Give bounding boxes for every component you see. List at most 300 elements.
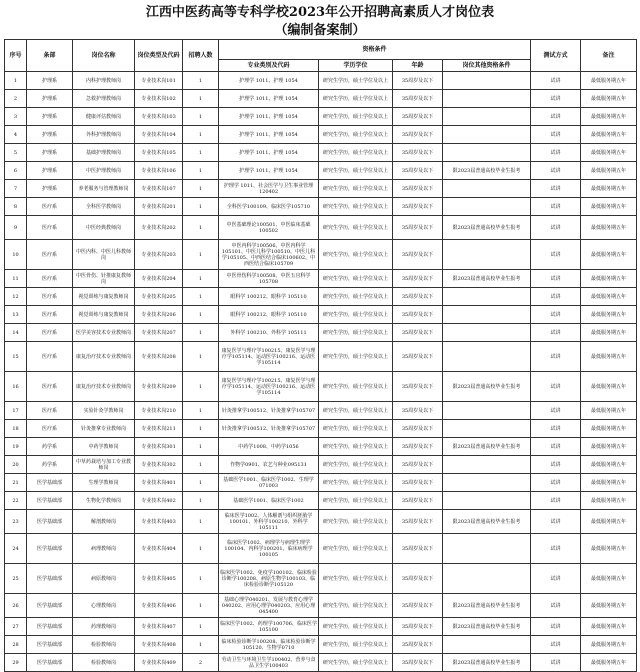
table-row	[5, 534, 637, 564]
cell-seq: 8	[5, 198, 27, 216]
cell-dept: 医学基础部	[27, 654, 73, 672]
cell-remark: 最低服务期五年	[581, 90, 637, 108]
cell-post-name: 中医经典教师岗	[73, 216, 135, 240]
cell-num: 1	[183, 198, 219, 216]
cell-edu: 研究生学历，硕士学位及以上	[319, 402, 393, 420]
cell-seq: 18	[5, 420, 27, 438]
header-seq: 序号	[5, 40, 27, 72]
cell-test: 试讲	[531, 456, 581, 474]
cell-post-name: 视觉训练与康复教师岗	[73, 306, 135, 324]
cell-other	[443, 324, 531, 342]
cell-test: 试讲	[531, 402, 581, 420]
cell-seq: 21	[5, 474, 27, 492]
cell-age: 35周岁及以下	[393, 198, 443, 216]
cell-test: 试讲	[531, 564, 581, 594]
cell-dept: 药学系	[27, 456, 73, 474]
cell-seq: 2	[5, 90, 27, 108]
cell-major: 基础心理学040201、发展与教育心理学040202、应用心理学040203、应用心理045400	[219, 594, 319, 618]
cell-edu: 研究生学历，硕士学位及以上	[319, 564, 393, 594]
cell-major: 康复医学与理疗学100215、康复医学与理疗学105114、运动医学100216、运动医学105114	[219, 342, 319, 372]
cell-major: 中药学1008、中药学1056	[219, 438, 319, 456]
cell-major: 护理学 1011、护理 1054	[219, 90, 319, 108]
cell-age: 35周岁及以下	[393, 654, 443, 672]
cell-other	[443, 288, 531, 306]
cell-post-name: 中药学教师岗	[73, 438, 135, 456]
cell-remark: 最低服务期五年	[581, 126, 637, 144]
cell-post-name: 心理教师岗	[73, 594, 135, 618]
cell-remark: 最低服务期五年	[581, 438, 637, 456]
cell-test: 试讲	[531, 144, 581, 162]
cell-post-code: 专业技术岗211	[135, 420, 183, 438]
cell-other	[443, 534, 531, 564]
cell-post-name: 针灸推拿专业教师岗	[73, 420, 135, 438]
cell-major: 外科学 100210、外科学 105111	[219, 324, 319, 342]
cell-major: 眼科学 100212、眼科学 105110	[219, 288, 319, 306]
table-row	[5, 420, 637, 438]
cell-edu: 研究生学历，硕士学位及以上	[319, 240, 393, 270]
cell-edu: 研究生学历，硕士学位及以上	[319, 456, 393, 474]
cell-dept: 医疗系	[27, 198, 73, 216]
cell-post-name: 外科护理教师岗	[73, 126, 135, 144]
cell-major: 临床医学1002、免疫学100102、临床检验诊断学100208、病原生物学100103、临床检验诊断学105120	[219, 564, 319, 594]
header-test: 测试方式	[531, 40, 581, 72]
cell-remark: 最低服务期五年	[581, 654, 637, 672]
cell-age: 35周岁及以下	[393, 456, 443, 474]
cell-dept: 护理系	[27, 90, 73, 108]
cell-num: 1	[183, 636, 219, 654]
header-major: 专业类别及代码	[219, 60, 319, 72]
cell-post-name: 中草药栽培与加工专业教师岗	[73, 456, 135, 474]
cell-test: 试讲	[531, 126, 581, 144]
cell-age: 35周岁及以下	[393, 306, 443, 324]
cell-major: 基础医学1001、临床医学1002	[219, 492, 319, 510]
cell-post-name: 基础护理教师岗	[73, 144, 135, 162]
cell-major: 护理学 1011、护理 1054	[219, 126, 319, 144]
cell-post-code: 专业技术岗103	[135, 108, 183, 126]
cell-post-name: 健康评估教师岗	[73, 108, 135, 126]
cell-seq: 1	[5, 72, 27, 90]
cell-dept: 药学系	[27, 438, 73, 456]
cell-edu: 研究生学历，硕士学位及以上	[319, 144, 393, 162]
cell-remark: 最低服务期五年	[581, 324, 637, 342]
cell-test: 试讲	[531, 240, 581, 270]
cell-post-name: 病原教师岗	[73, 564, 135, 594]
cell-remark: 最低服务期五年	[581, 216, 637, 240]
table-row	[5, 306, 637, 324]
cell-post-code: 专业技术岗301	[135, 438, 183, 456]
cell-num: 1	[183, 216, 219, 240]
cell-seq: 9	[5, 216, 27, 240]
cell-age: 35周岁及以下	[393, 72, 443, 90]
cell-edu: 研究生学历，硕士学位及以上	[319, 90, 393, 108]
header-post-code: 岗位类型及代码	[135, 40, 183, 72]
cell-post-code: 专业技术岗106	[135, 162, 183, 180]
cell-edu: 研究生学历，硕士学位及以上	[319, 636, 393, 654]
cell-edu: 研究生学历，硕士学位及以上	[319, 126, 393, 144]
cell-num: 1	[183, 306, 219, 324]
cell-age: 35周岁及以下	[393, 420, 443, 438]
cell-seq: 14	[5, 324, 27, 342]
cell-other	[443, 474, 531, 492]
cell-edu: 研究生学历，硕士学位及以上	[319, 270, 393, 288]
cell-dept: 护理系	[27, 72, 73, 90]
cell-major: 临床医学1002、病理学与病理生理学100104、内科学100201、临床病理学100105	[219, 534, 319, 564]
cell-seq: 7	[5, 180, 27, 198]
cell-edu: 研究生学历，硕士学位及以上	[319, 510, 393, 534]
table-row	[5, 594, 637, 618]
header-other: 岗位其他资格条件	[443, 60, 531, 72]
cell-dept: 医学基础部	[27, 618, 73, 636]
cell-age: 35周岁及以下	[393, 564, 443, 594]
cell-remark: 最低服务期五年	[581, 564, 637, 594]
cell-post-code: 专业技术岗407	[135, 618, 183, 636]
cell-test: 试讲	[531, 288, 581, 306]
cell-edu: 研究生学历，硕士学位及以上	[319, 342, 393, 372]
header-row-1	[5, 40, 637, 60]
cell-dept: 医疗系	[27, 342, 73, 372]
cell-post-name: 病理教师岗	[73, 534, 135, 564]
cell-test: 试讲	[531, 306, 581, 324]
cell-test: 试讲	[531, 594, 581, 618]
cell-other	[443, 636, 531, 654]
cell-remark: 最低服务期五年	[581, 474, 637, 492]
cell-seq: 5	[5, 144, 27, 162]
cell-remark: 最低服务期五年	[581, 180, 637, 198]
cell-major: 针灸推拿学100512、针灸推拿学105707	[219, 420, 319, 438]
cell-age: 35周岁及以下	[393, 492, 443, 510]
cell-seq: 11	[5, 270, 27, 288]
cell-dept: 护理系	[27, 180, 73, 198]
table-row	[5, 456, 637, 474]
table-row	[5, 198, 637, 216]
cell-edu: 研究生学历，硕士学位及以上	[319, 534, 393, 564]
cell-post-code: 专业技术岗405	[135, 564, 183, 594]
cell-num: 1	[183, 402, 219, 420]
cell-remark: 最低服务期五年	[581, 594, 637, 618]
document-title: 江西中医药高等专科学校2023年公开招聘高素质人才岗位表	[145, 5, 495, 20]
cell-dept: 护理系	[27, 144, 73, 162]
cell-num: 1	[183, 270, 219, 288]
cell-post-name: 养老服务与管理教师岗	[73, 180, 135, 198]
cell-post-code: 专业技术岗302	[135, 456, 183, 474]
cell-edu: 研究生学历，硕士学位及以上	[319, 594, 393, 618]
cell-num: 1	[183, 342, 219, 372]
cell-major: 劳动卫生与环境卫生学100402、营养与食品卫生学100403	[219, 654, 319, 672]
cell-seq: 20	[5, 456, 27, 474]
cell-other	[443, 180, 531, 198]
cell-dept: 医学基础部	[27, 474, 73, 492]
header-age: 年龄	[393, 60, 443, 72]
cell-remark: 最低服务期五年	[581, 72, 637, 90]
cell-major: 护理学 1011、护理 1054	[219, 108, 319, 126]
cell-dept: 医疗系	[27, 270, 73, 288]
cell-seq: 17	[5, 402, 27, 420]
cell-post-code: 专业技术岗209	[135, 372, 183, 402]
cell-age: 35周岁及以下	[393, 324, 443, 342]
cell-edu: 研究生学历，硕士学位及以上	[319, 216, 393, 240]
cell-post-name: 药理教师岗	[73, 618, 135, 636]
cell-other	[443, 492, 531, 510]
cell-post-name: 检验教师岗	[73, 654, 135, 672]
table-row	[5, 288, 637, 306]
cell-post-code: 专业技术岗206	[135, 306, 183, 324]
cell-post-code: 专业技术岗202	[135, 216, 183, 240]
header-post-name: 岗位名称	[73, 40, 135, 72]
cell-other	[443, 72, 531, 90]
cell-remark: 最低服务期五年	[581, 240, 637, 270]
cell-age: 35周岁及以下	[393, 270, 443, 288]
cell-other	[443, 108, 531, 126]
cell-remark: 最低服务期五年	[581, 342, 637, 372]
cell-age: 35周岁及以下	[393, 402, 443, 420]
cell-remark: 最低服务期五年	[581, 270, 637, 288]
cell-age: 35周岁及以下	[393, 108, 443, 126]
cell-other	[443, 456, 531, 474]
cell-post-code: 专业技术岗401	[135, 474, 183, 492]
cell-num: 1	[183, 72, 219, 90]
cell-major: 全科医学100109、临床医学105710	[219, 198, 319, 216]
cell-age: 35周岁及以下	[393, 618, 443, 636]
cell-test: 试讲	[531, 216, 581, 240]
cell-post-name: 实验针灸学教师岗	[73, 402, 135, 420]
cell-post-name: 急救护理教师岗	[73, 90, 135, 108]
cell-major: 护理学 1011、护理 1054	[219, 162, 319, 180]
cell-num: 1	[183, 288, 219, 306]
cell-remark: 最低服务期五年	[581, 636, 637, 654]
cell-edu: 研究生学历，硕士学位及以上	[319, 108, 393, 126]
cell-num: 1	[183, 474, 219, 492]
cell-test: 试讲	[531, 180, 581, 198]
cell-major: 中医基础理论100501、中医临床基础100502	[219, 216, 319, 240]
cell-post-code: 专业技术岗102	[135, 90, 183, 108]
cell-test: 试讲	[531, 90, 581, 108]
cell-major: 作物学0901、农艺与种业095131	[219, 456, 319, 474]
cell-post-code: 专业技术岗208	[135, 342, 183, 372]
cell-dept: 医学基础部	[27, 534, 73, 564]
table-row	[5, 270, 637, 288]
cell-dept: 医学基础部	[27, 510, 73, 534]
cell-num: 1	[183, 438, 219, 456]
cell-remark: 最低服务期五年	[581, 534, 637, 564]
cell-num: 1	[183, 144, 219, 162]
cell-seq: 12	[5, 288, 27, 306]
cell-other: 限2023届普通高校毕业生报考	[443, 618, 531, 636]
table-row	[5, 618, 637, 636]
cell-edu: 研究生学历，硕士学位及以上	[319, 474, 393, 492]
cell-test: 试讲	[531, 438, 581, 456]
cell-dept: 护理系	[27, 126, 73, 144]
cell-test: 试讲	[531, 72, 581, 90]
header-num: 招聘人数	[183, 40, 219, 72]
table-row	[5, 162, 637, 180]
cell-remark: 最低服务期五年	[581, 108, 637, 126]
table-row	[5, 402, 637, 420]
cell-num: 1	[183, 180, 219, 198]
cell-test: 试讲	[531, 618, 581, 636]
cell-remark: 最低服务期五年	[581, 198, 637, 216]
cell-post-name: 全科医学教师岗	[73, 198, 135, 216]
table-row	[5, 438, 637, 456]
table-body	[5, 72, 637, 672]
cell-num: 1	[183, 594, 219, 618]
cell-post-code: 专业技术岗406	[135, 594, 183, 618]
cell-dept: 医疗系	[27, 372, 73, 402]
cell-age: 35周岁及以下	[393, 636, 443, 654]
cell-major: 基础医学1001、临床医学1002、生理学071003	[219, 474, 319, 492]
cell-other: 限2023届普通高校毕业生报考	[443, 270, 531, 288]
cell-dept: 医学基础部	[27, 594, 73, 618]
table-row	[5, 144, 637, 162]
cell-num: 1	[183, 240, 219, 270]
table-row	[5, 216, 637, 240]
cell-seq: 27	[5, 618, 27, 636]
cell-post-name: 解剖教师岗	[73, 510, 135, 534]
cell-age: 35周岁及以下	[393, 510, 443, 534]
cell-test: 试讲	[531, 654, 581, 672]
cell-other: 限2023届普通高校毕业生报考	[443, 438, 531, 456]
cell-seq: 29	[5, 654, 27, 672]
cell-post-code: 专业技术岗210	[135, 402, 183, 420]
cell-dept: 医学基础部	[27, 636, 73, 654]
cell-age: 35周岁及以下	[393, 594, 443, 618]
cell-test: 试讲	[531, 372, 581, 402]
cell-other	[443, 420, 531, 438]
cell-test: 试讲	[531, 342, 581, 372]
cell-num: 1	[183, 90, 219, 108]
cell-other	[443, 144, 531, 162]
header-dept: 条部	[27, 40, 73, 72]
cell-seq: 22	[5, 492, 27, 510]
cell-dept: 医学基础部	[27, 492, 73, 510]
cell-post-name: 医学美容技术专业教师岗	[73, 324, 135, 342]
cell-seq: 3	[5, 108, 27, 126]
cell-other	[443, 198, 531, 216]
cell-seq: 4	[5, 126, 27, 144]
cell-major: 中医内科学100506、中医内科学105101、中医儿科学100510、中医儿科学105105、中西医结合临床100602、中西医结合临床105709	[219, 240, 319, 270]
cell-edu: 研究生学历，硕士学位及以上	[319, 162, 393, 180]
cell-edu: 研究生学历，硕士学位及以上	[319, 198, 393, 216]
cell-dept: 护理系	[27, 162, 73, 180]
cell-major: 护理学 1011、护理 1054	[219, 72, 319, 90]
table-row	[5, 492, 637, 510]
cell-other: 限2023届普通高校毕业生报考	[443, 654, 531, 672]
cell-edu: 研究生学历，硕士学位及以上	[319, 72, 393, 90]
table-row	[5, 474, 637, 492]
cell-post-code: 专业技术岗203	[135, 240, 183, 270]
cell-seq: 28	[5, 636, 27, 654]
cell-post-code: 专业技术岗403	[135, 510, 183, 534]
cell-edu: 研究生学历，硕士学位及以上	[319, 372, 393, 402]
cell-post-code: 专业技术岗201	[135, 198, 183, 216]
cell-seq: 13	[5, 306, 27, 324]
cell-edu: 研究生学历，硕士学位及以上	[319, 180, 393, 198]
table-row	[5, 324, 637, 342]
cell-test: 试讲	[531, 198, 581, 216]
cell-remark: 最低服务期五年	[581, 492, 637, 510]
cell-num: 1	[183, 324, 219, 342]
table-row	[5, 636, 637, 654]
cell-post-code: 专业技术岗402	[135, 492, 183, 510]
cell-remark: 最低服务期五年	[581, 402, 637, 420]
cell-other	[443, 564, 531, 594]
cell-age: 35周岁及以下	[393, 180, 443, 198]
cell-other: 限2023届普通高校毕业生报考	[443, 372, 531, 402]
cell-seq: 23	[5, 510, 27, 534]
cell-edu: 研究生学历，硕士学位及以上	[319, 306, 393, 324]
header-qualifications: 资格条件	[219, 40, 531, 60]
cell-post-code: 专业技术岗105	[135, 144, 183, 162]
cell-age: 35周岁及以下	[393, 288, 443, 306]
cell-age: 35周岁及以下	[393, 534, 443, 564]
cell-seq: 26	[5, 594, 27, 618]
header-remark: 备注	[581, 40, 637, 72]
cell-post-name: 内科护理教师岗	[73, 72, 135, 90]
cell-num: 1	[183, 456, 219, 474]
cell-num: 1	[183, 108, 219, 126]
cell-test: 试讲	[531, 162, 581, 180]
cell-major: 临床检验诊断学100208、临床检验诊断学105120、生物学0710	[219, 636, 319, 654]
cell-edu: 研究生学历，硕士学位及以上	[319, 288, 393, 306]
cell-seq: 24	[5, 534, 27, 564]
cell-other	[443, 240, 531, 270]
cell-num: 2	[183, 654, 219, 672]
cell-num: 1	[183, 420, 219, 438]
cell-seq: 15	[5, 342, 27, 372]
cell-post-name: 中医骨伤、针推康复教师岗	[73, 270, 135, 288]
table-row	[5, 126, 637, 144]
cell-dept: 医疗系	[27, 306, 73, 324]
cell-remark: 最低服务期五年	[581, 510, 637, 534]
cell-test: 试讲	[531, 108, 581, 126]
cell-edu: 研究生学历，硕士学位及以上	[319, 438, 393, 456]
cell-remark: 最低服务期五年	[581, 288, 637, 306]
cell-age: 35周岁及以下	[393, 216, 443, 240]
cell-post-code: 专业技术岗409	[135, 654, 183, 672]
cell-dept: 医疗系	[27, 288, 73, 306]
cell-major: 护理学 1011、护理 1054	[219, 144, 319, 162]
cell-remark: 最低服务期五年	[581, 372, 637, 402]
cell-age: 35周岁及以下	[393, 144, 443, 162]
cell-test: 试讲	[531, 534, 581, 564]
cell-dept: 护理系	[27, 108, 73, 126]
cell-age: 35周岁及以下	[393, 90, 443, 108]
cell-seq: 19	[5, 438, 27, 456]
cell-post-name: 康复治疗技术专业教师岗	[73, 372, 135, 402]
cell-post-name: 中医护理教师岗	[73, 162, 135, 180]
cell-major: 中医骨伤科学100508、中医五官科学105708	[219, 270, 319, 288]
document-subtitle: （编制备案制）	[274, 23, 366, 38]
cell-other: 限2023届普通高校毕业生报考	[443, 510, 531, 534]
cell-seq: 16	[5, 372, 27, 402]
cell-edu: 研究生学历，硕士学位及以上	[319, 492, 393, 510]
cell-seq: 10	[5, 240, 27, 270]
cell-major: 针灸推拿学100512、针灸推拿学105707	[219, 402, 319, 420]
cell-edu: 研究生学历，硕士学位及以上	[319, 420, 393, 438]
cell-num: 1	[183, 564, 219, 594]
cell-remark: 最低服务期五年	[581, 306, 637, 324]
cell-edu: 研究生学历，硕士学位及以上	[319, 618, 393, 636]
cell-seq: 6	[5, 162, 27, 180]
cell-major: 临床医学1002、药理学100706、临床医学105100	[219, 618, 319, 636]
cell-major: 眼科学 100212、眼科学 105110	[219, 306, 319, 324]
cell-other	[443, 402, 531, 420]
cell-major: 临床医学1002、人体解剖与组织胚胎学100101、外科学100210、外科学105111	[219, 510, 319, 534]
table-row	[5, 108, 637, 126]
cell-major: 护理学 1011、社会医学与卫生事业管理120402	[219, 180, 319, 198]
cell-num: 1	[183, 618, 219, 636]
cell-num: 1	[183, 492, 219, 510]
cell-test: 试讲	[531, 636, 581, 654]
